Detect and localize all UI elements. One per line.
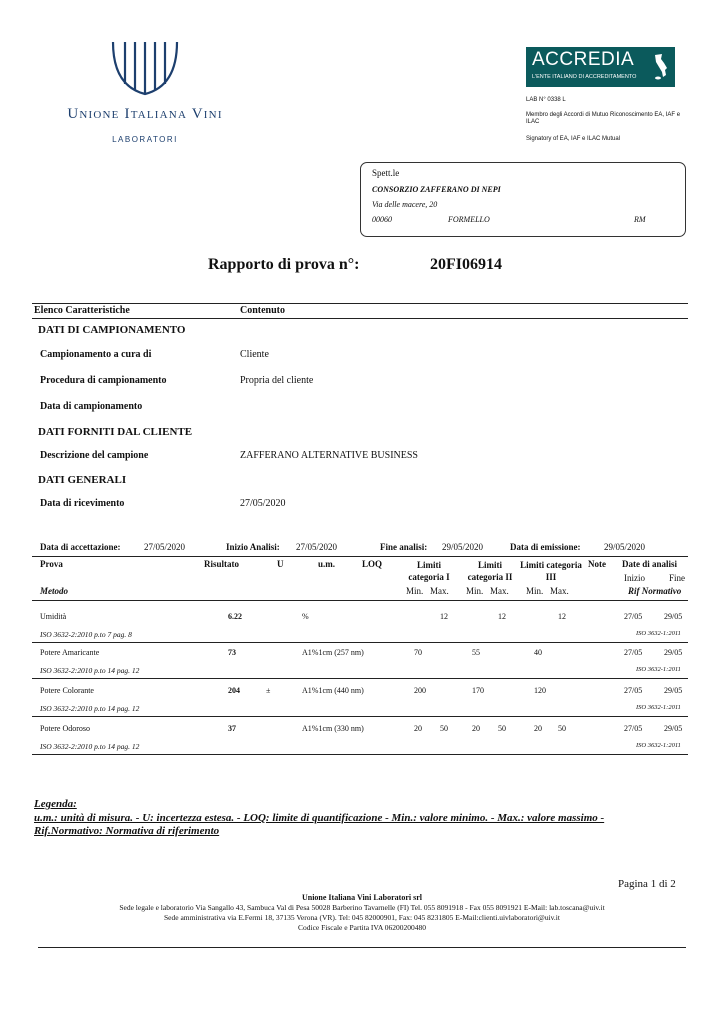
result-fine: 29/05 [664,612,683,621]
result-rif: ISO 3632-1:2011 [636,630,681,637]
legend-title: Legenda: [34,798,77,810]
row-divider [32,716,688,717]
result-um: A1%1cm (440 nm) [302,686,364,695]
address-province: RM [634,215,646,224]
col-cat2: Limiti categoria II [467,560,513,582]
result-prova: Umidità [40,612,67,621]
uiv-logo-icon [105,38,185,98]
result-c2max: 50 [498,724,506,733]
result-rif: ISO 3632-1:2011 [636,704,681,711]
result-rif: ISO 3632-1:2011 [636,742,681,749]
italy-map-icon [653,53,669,81]
col-end: Fine [669,573,686,583]
result-inizio: 27/05 [624,686,643,695]
cat2-min: Min. [466,586,484,596]
footer-company: Unione Italiana Vini Laboratori srl [301,893,422,902]
result-fine: 29/05 [664,648,683,657]
result-inizio: 27/05 [624,612,643,621]
divider [32,600,688,601]
col-metodo: Metodo [40,586,68,596]
cat1-min: Min. [406,586,424,596]
result-c1min: 20 [414,724,422,733]
result-rif: ISO 3632-1:2011 [636,666,681,673]
result-c2max: 12 [498,612,506,621]
result-risultato: 204 [228,686,240,695]
footer-line-2: Sede amministrativa via E.Fermi 18, 37135 Verona (VR). Tel: 045 82000901, Fax: 045 8231805 E-Mail:clienti.uivlaboratori@uiv.it [164,913,560,922]
cat3-min: Min. [526,586,544,596]
col-cat3: Limiti categoria III [520,560,582,582]
sampling-procedure-label: Procedura di campionamento [40,375,167,386]
result-u: ± [266,686,271,695]
result-fine: 29/05 [664,686,683,695]
result-um: % [302,612,309,621]
acceptance-date-value: 27/05/2020 [144,542,186,552]
accredia-title: ACCREDIA [532,49,635,70]
analysis-end-value: 29/05/2020 [442,542,484,552]
col-note: Note [588,559,606,569]
result-risultato: 37 [228,724,236,733]
result-c3max: 12 [558,612,566,621]
result-um: A1%1cm (330 nm) [302,724,364,733]
col-rif: Rif Normativo [628,586,682,596]
result-c1min: 200 [414,686,426,695]
address-spett: Spett.le [372,168,400,178]
result-c1max: 50 [440,724,448,733]
col-u: U [277,559,284,569]
col-cat1: Limiti categoria I [408,560,450,582]
divider [32,318,688,319]
result-metodo: ISO 3632-2:2010 p.to 14 pag. 12 [40,666,140,675]
col-risultato: Risultato [204,559,240,569]
result-prova: Potere Odoroso [40,724,90,733]
page-number: Pagina 1 di 2 [618,878,676,890]
result-metodo: ISO 3632-2:2010 p.to 14 pag. 12 [40,742,140,751]
result-inizio: 27/05 [624,648,643,657]
report-number: 20FI06914 [430,256,502,273]
lab-name: Unione Italiana Vini [67,106,223,122]
analysis-start-value: 27/05/2020 [296,542,338,552]
address-city: FORMELLO [448,215,490,224]
result-fine: 29/05 [664,724,683,733]
result-um: A1%1cm (257 nm) [302,648,364,657]
lab-number: LAB N° 0338 L [526,97,566,103]
footer-divider [38,947,686,948]
result-c1max: 12 [440,612,448,621]
result-risultato: 6.22 [228,612,242,621]
result-c3min: 120 [534,686,546,695]
result-metodo: ISO 3632-2:2010 p.to 7 pag. 8 [40,630,132,639]
footer-line-1: Sede legale e laboratorio Via Sangallo 43, Sambuca Val di Pesa 50028 Barberino Tavarnelle (FI) Tel. 055 8091918 - Fax 055 8091921 E-Mail: lab.toscana@uiv.it [119,903,605,912]
issue-date-label: Data di emissione: [510,542,581,552]
analysis-end-label: Fine analisi: [380,542,428,552]
cat3-max: Max. [550,586,569,596]
address-name: CONSORZIO ZAFFERANO DI NEPI [372,185,501,194]
result-c2min: 170 [472,686,484,695]
section-general-data: DATI GENERALI [38,474,127,486]
col-characteristics: Elenco Caratteristiche [34,305,130,316]
result-c3max: 50 [558,724,566,733]
result-risultato: 73 [228,648,236,657]
row-divider [32,678,688,679]
col-analysis-dates: Date di analisi [622,559,678,569]
cat1-max: Max. [430,586,449,596]
col-content: Contenuto [240,305,286,316]
result-metodo: ISO 3632-2:2010 p.to 14 pag. 12 [40,704,140,713]
footer-line-3: Codice Fiscale e Partita IVA 06200200480 [298,923,426,932]
result-prova: Potere Amaricante [40,648,100,657]
divider [32,303,688,304]
result-c3min: 20 [534,724,542,733]
receipt-date-label: Data di ricevimento [40,498,125,509]
sampling-by-value: Cliente [240,349,269,360]
analysis-start-label: Inizio Analisi: [226,542,280,552]
result-c2min: 55 [472,648,480,657]
lab-subtitle: LABORATORI [112,135,178,144]
divider [32,556,688,557]
accredia-logo [526,47,675,87]
address-cap: 00060 [372,215,392,224]
col-um: u.m. [318,559,336,569]
sampling-procedure-value: Propria del cliente [240,375,314,386]
result-c3min: 40 [534,648,542,657]
sampling-by-label: Campionamento a cura di [40,349,152,360]
col-loq: LOQ [362,559,383,569]
legend-line-2: Rif.Normativo: Normativa di riferimento [34,825,220,837]
col-prova: Prova [40,559,63,569]
cat2-max: Max. [490,586,509,596]
report-label: Rapporto di prova n°: [208,256,360,273]
accreditation-note-2: Signatory of EA, IAF e ILAC Mutual [526,136,621,142]
result-c1min: 70 [414,648,422,657]
result-prova: Potere Colorante [40,686,94,695]
result-inizio: 27/05 [624,724,643,733]
accredia-subtitle: L'ENTE ITALIANO DI ACCREDITAMENTO [532,74,637,80]
sample-description-value: ZAFFERANO ALTERNATIVE BUSINESS [240,450,418,461]
accreditation-note-1: Membro degli Accordi di Mutuo Riconoscimento EA, IAF e ILAC [526,112,681,125]
sample-description-label: Descrizione del campione [40,450,149,461]
section-sampling: DATI DI CAMPIONAMENTO [38,324,186,336]
row-divider [32,642,688,643]
sampling-date-label: Data di campionamento [40,401,143,412]
issue-date-value: 29/05/2020 [604,542,646,552]
section-client-data: DATI FORNITI DAL CLIENTE [38,426,193,438]
col-start: Inizio [624,573,645,583]
receipt-date-value: 27/05/2020 [240,498,286,509]
acceptance-date-label: Data di accettazione: [40,542,121,552]
legend-line-1: u.m.: unità di misura. - U: incertezza estesa. - LOQ: limite di quantificazione - Min.: valore minimo. - Max.: valore massimo - [34,812,605,824]
uiv-logo [60,38,230,144]
result-c2min: 20 [472,724,480,733]
row-divider [32,754,688,755]
address-street: Via delle macere, 20 [372,200,438,209]
